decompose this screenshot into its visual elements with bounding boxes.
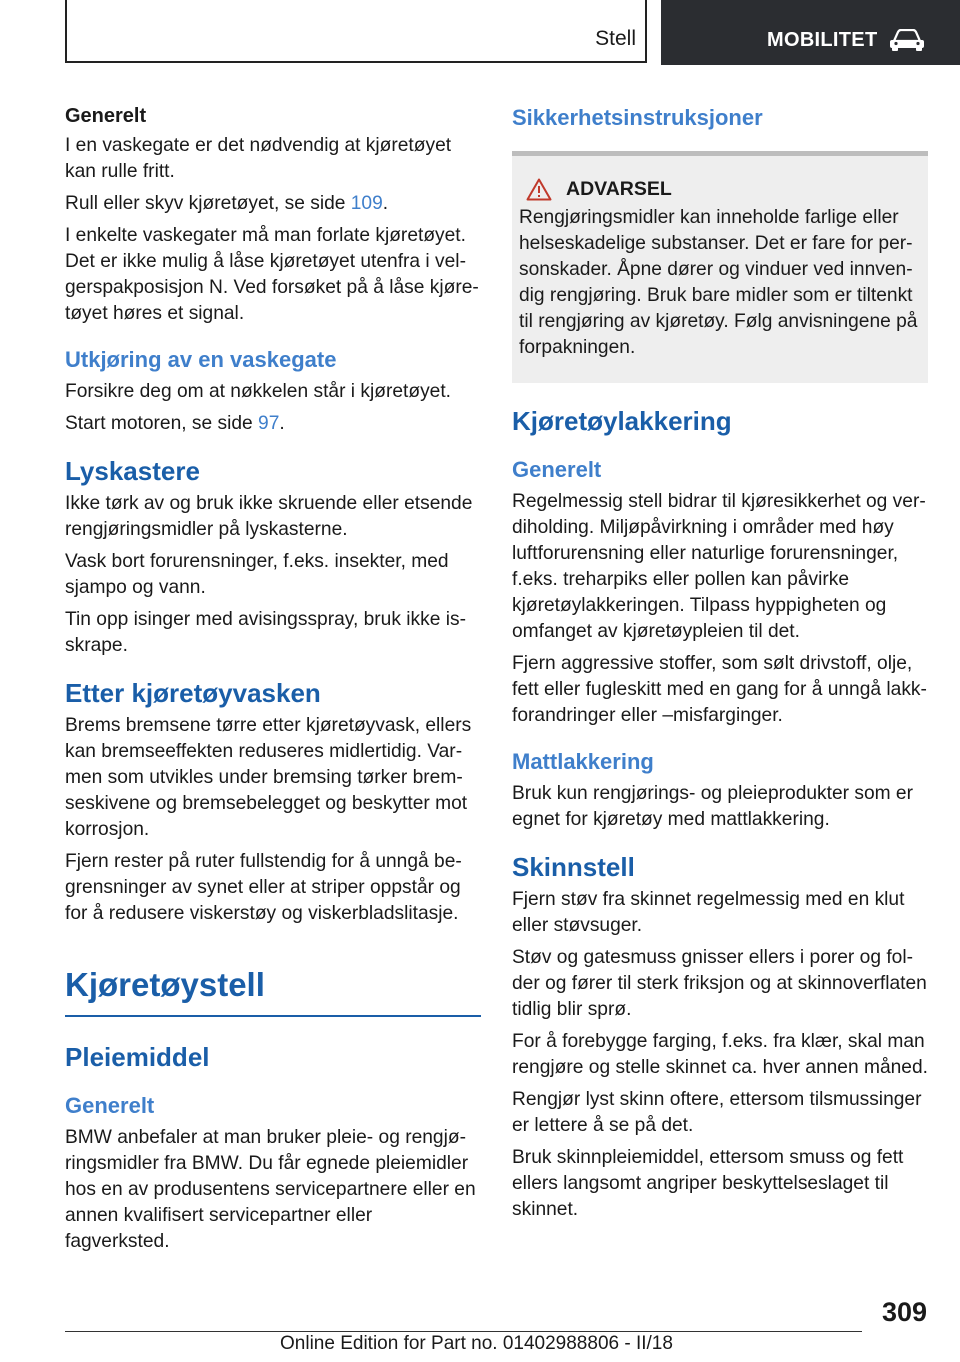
chapter-label: MOBILITET — [767, 29, 878, 51]
heading-utkjoring: Utkjøring av en vaskegate — [65, 347, 337, 372]
footer-divider — [65, 1331, 862, 1332]
heading-pleiemiddel: Pleiemiddel — [65, 1042, 210, 1072]
paragraph: Fjern aggressive stoffer, som sølt drivstoff, olje, fett eller fugleskitt med en gang for å unngå lakkforandringer eller –misfarginger. — [512, 653, 927, 726]
warning-label: ADVARSEL — [566, 178, 672, 200]
heading-etter-kjoretoyvasken: Etter kjøretøyvasken — [65, 678, 321, 708]
paragraph: I enkelte vaskegater må man forlate kjøretøyet. Det er ikke mulig å låse kjøretøyet utenfra i velgerspakposisjon N. Ved forsøket på å låse kjøretøyet høres et signal. — [65, 225, 479, 324]
heading-sikkerhetsinstruksjoner: Sikkerhetsinstruksjoner — [512, 105, 763, 130]
page-link-109[interactable]: 109 — [350, 193, 383, 214]
page-link-97[interactable]: 97 — [258, 413, 280, 434]
header-section-box — [65, 0, 647, 63]
header-chapter-bar — [661, 0, 960, 65]
paragraph: For å forebygge farging, f.eks. fra klær, skal man rengjøre og stelle skinnet ca. hver annen måned. — [512, 1031, 928, 1078]
footer-edition: Online Edition for Part no. 01402988806 - II/18 — [280, 1333, 673, 1354]
left-column — [65, 103, 481, 1261]
paragraph: Rull eller skyv kjøretøyet, se side 109. — [65, 193, 389, 214]
paragraph: I en vaskegate er det nødvendig at kjøretøyet kan rulle fritt. — [65, 135, 452, 182]
header-section-title: Stell — [595, 27, 636, 50]
paragraph: Støv og gatesmuss gnisser ellers i porer og folder og fører til sterk friksjon og at skinnoverflaten tidlig blir sprø. — [512, 947, 927, 1020]
paragraph: BMW anbefaler at man bruker pleie- og rengjøringsmidler fra BMW. Du får egnede pleiemidler hos en av produsentens servicepartnere eller en annen kvalifisert servicepartner eller fagverksted. — [65, 1127, 476, 1252]
paragraph: Rengjør lyst skinn oftere, ettersom tilsmussinger er lettere å se på det. — [512, 1089, 922, 1136]
heading-lakk-generelt: Generelt — [512, 457, 602, 482]
paragraph: Forsikre deg om at nøkkelen står i kjøretøyet. — [65, 381, 451, 402]
warning-triangle-icon — [526, 178, 552, 201]
paragraph: Bruk skinnpleiemiddel, ettersom smuss og fett ellers langsomt angriper beskyttelseslaget til skinnet. — [512, 1147, 904, 1220]
paragraph: Start motoren, se side 97. — [65, 413, 285, 434]
paragraph: Fjern støv fra skinnet regelmessig med en klut eller støvsuger. — [512, 889, 905, 936]
paragraph: Fjern rester på ruter fullstendig for å unngå begrensninger av synet eller at striper oppstår og for å redusere viskerstøy og viskerbladslitasje. — [65, 851, 462, 924]
heading-generelt: Generelt — [65, 105, 147, 127]
chapter-heading-kjoretoystell: Kjøretøystell — [65, 965, 481, 1017]
heading-pleie-generelt: Generelt — [65, 1093, 155, 1118]
paragraph: Regelmessig stell bidrar til kjøresikkerhet og verdiholding. Miljøpåvirkning i områder med høy luftforurensning eller naturlige forurensninger, f.eks. treharpiks eller pollen kan påvirke kjøretøylakkeringen. Tilpass hyppigheten og omfanget av kjøretøypleien til det. — [512, 491, 926, 642]
paragraph: Bruk kun rengjørings- og pleieprodukter som er egnet for kjøretøy med mattlakkering. — [512, 783, 913, 830]
warning-title — [519, 178, 922, 201]
warning-box — [512, 151, 928, 383]
paragraph: Vask bort forurensninger, f.eks. insekter, med sjampo og vann. — [65, 551, 449, 598]
heading-kjoretoylakkering: Kjøretøylakkering — [512, 406, 732, 436]
heading-lyskastere: Lyskastere — [65, 456, 200, 486]
heading-mattlakkering: Mattlakkering — [512, 749, 654, 774]
page-number: 309 — [881, 1297, 927, 1327]
car-icon — [889, 29, 925, 51]
right-column — [512, 103, 928, 1229]
paragraph: Tin opp isinger med avisingsspray, bruk ikke isskrape. — [65, 609, 466, 656]
paragraph: Ikke tørk av og bruk ikke skruende eller etsende rengjøringsmidler på lyskasterne. — [65, 493, 473, 540]
warning-text: Rengjøringsmidler kan inneholde farlige eller helseskadelige substanser. Det er fare for personskader. Åpne dører og vinduer ved innvendig rengjøring. Bruk bare midler som er tiltenkt til rengjøring av kjøretøy. Følg anvisningene på forpakningen. — [519, 207, 918, 358]
heading-skinnstell: Skinnstell — [512, 852, 635, 882]
paragraph: Brems bremsene tørre etter kjøretøyvask, ellers kan bremseeffekten reduseres midlertidig. Varmen som utvikles under bremsing tørker bremseskivene og bremsebelegget og beskytter mot korrosjon. — [65, 715, 472, 840]
